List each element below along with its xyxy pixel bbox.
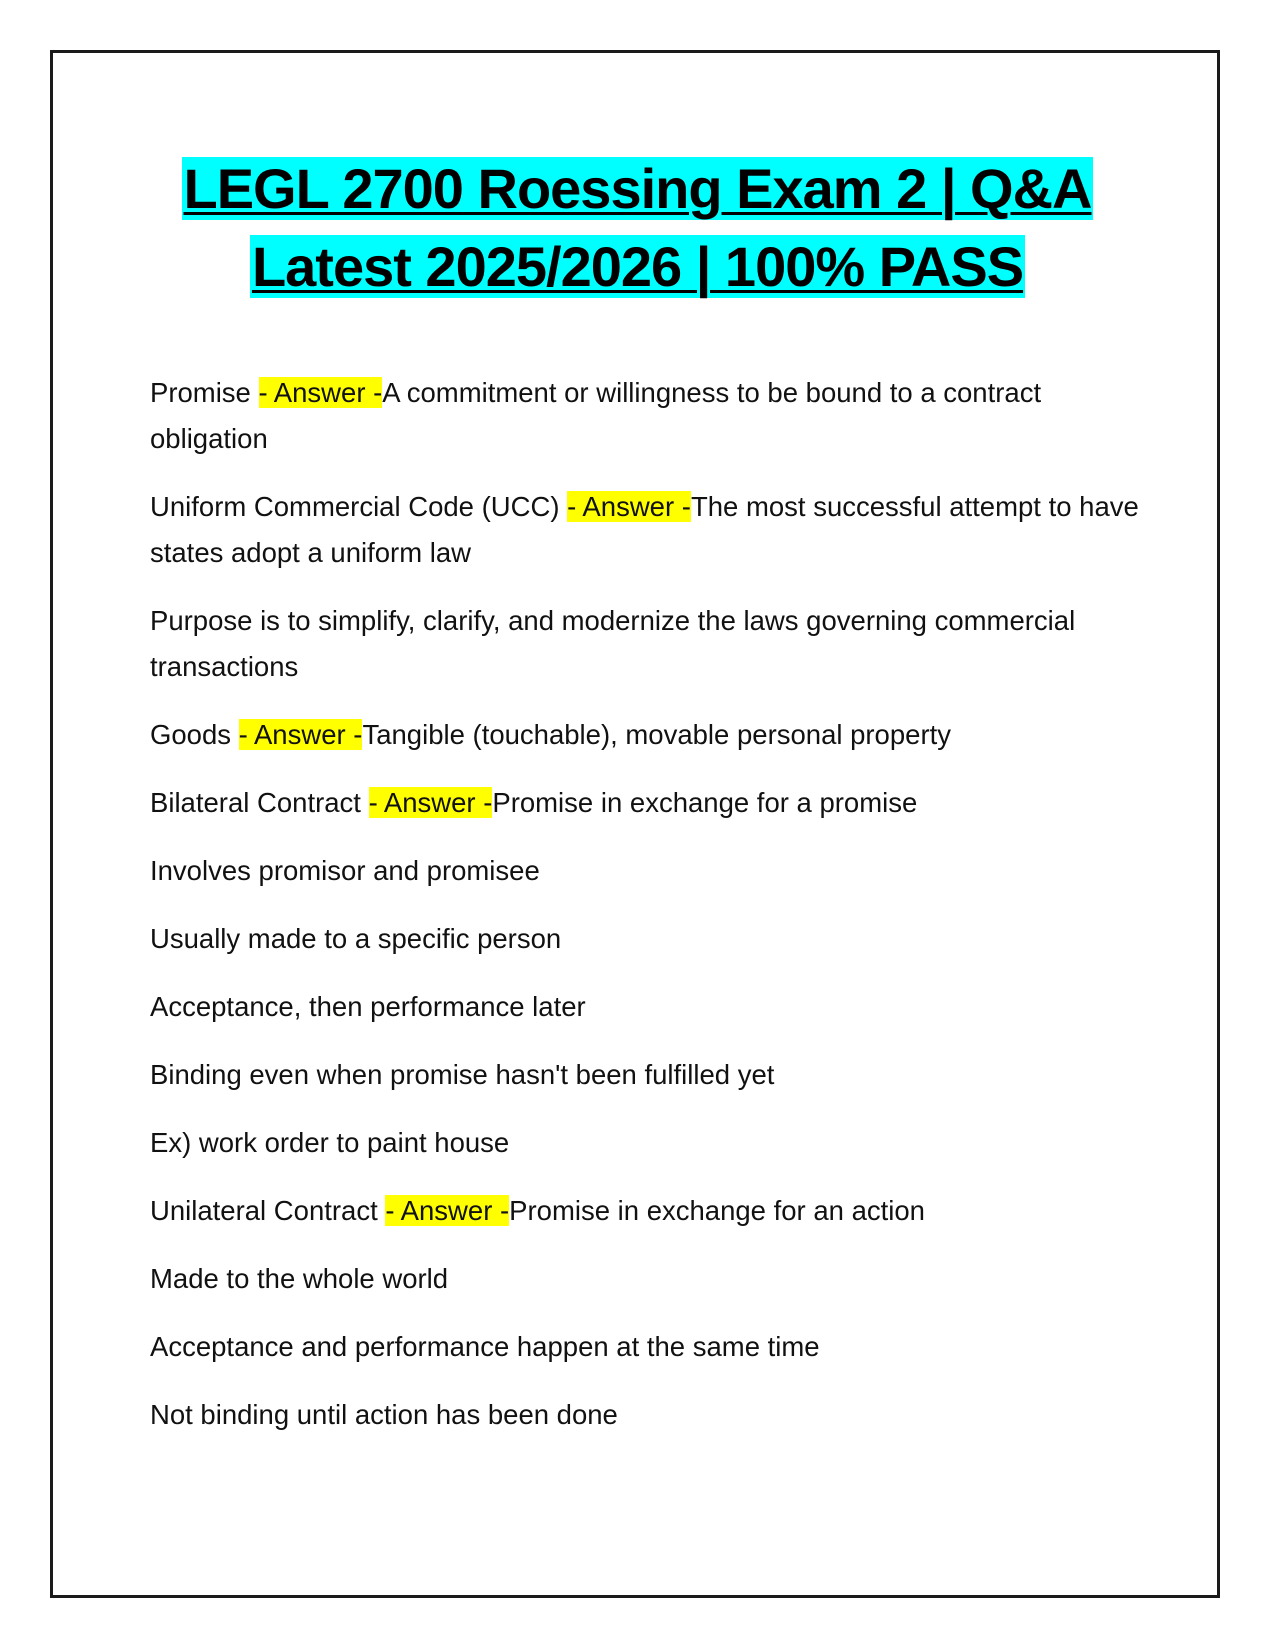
definition: The most successful attempt to have states adopt a uniform law (150, 491, 1139, 568)
note-line: Involves promisor and promisee (150, 855, 540, 886)
note-line: Binding even when promise hasn't been fulfilled yet (150, 1059, 775, 1090)
note-line: Ex) work order to paint house (150, 1127, 510, 1158)
answer-marker: - Answer - (385, 1195, 510, 1226)
title-line-1: LEGL 2700 Roessing Exam 2 | Q&A (183, 157, 1092, 220)
note-line: Acceptance, then performance later (150, 991, 586, 1022)
note-line: Purpose is to simplify, clarify, and modernize the laws governing commercial transactions (150, 605, 1076, 682)
answer-marker: - Answer - (567, 491, 691, 522)
note-line: Usually made to a specific person (150, 923, 562, 954)
term: Uniform Commercial Code (UCC) (150, 491, 568, 522)
definition: A commitment or willingness to be bound to a contract obligation (150, 377, 1042, 454)
term: Bilateral Contract (150, 787, 369, 818)
term: Promise (150, 377, 259, 408)
term: Goods (150, 719, 239, 750)
answer-marker: - Answer - (238, 719, 363, 750)
term: Unilateral Contract (150, 1195, 386, 1226)
note-line: Acceptance and performance happen at the same time (150, 1331, 820, 1362)
qa-content (150, 370, 1140, 1460)
document-title (0, 150, 1275, 306)
definition: Tangible (touchable), movable personal property (362, 719, 951, 750)
qa-entry-unilateral-contract (150, 1188, 1140, 1234)
qa-entry-promise (150, 370, 1140, 462)
qa-entry-goods (150, 712, 1140, 758)
qa-entry-ucc (150, 484, 1140, 576)
answer-marker: - Answer - (258, 377, 383, 408)
answer-marker: - Answer - (368, 787, 493, 818)
note-line: Made to the whole world (150, 1263, 449, 1294)
definition: Promise in exchange for an action (509, 1195, 925, 1226)
note-line: Not binding until action has been done (150, 1399, 618, 1430)
definition: Promise in exchange for a promise (492, 787, 918, 818)
qa-entry-bilateral-contract (150, 780, 1140, 826)
title-line-2: Latest 2025/2026 | 100% PASS (251, 235, 1024, 298)
